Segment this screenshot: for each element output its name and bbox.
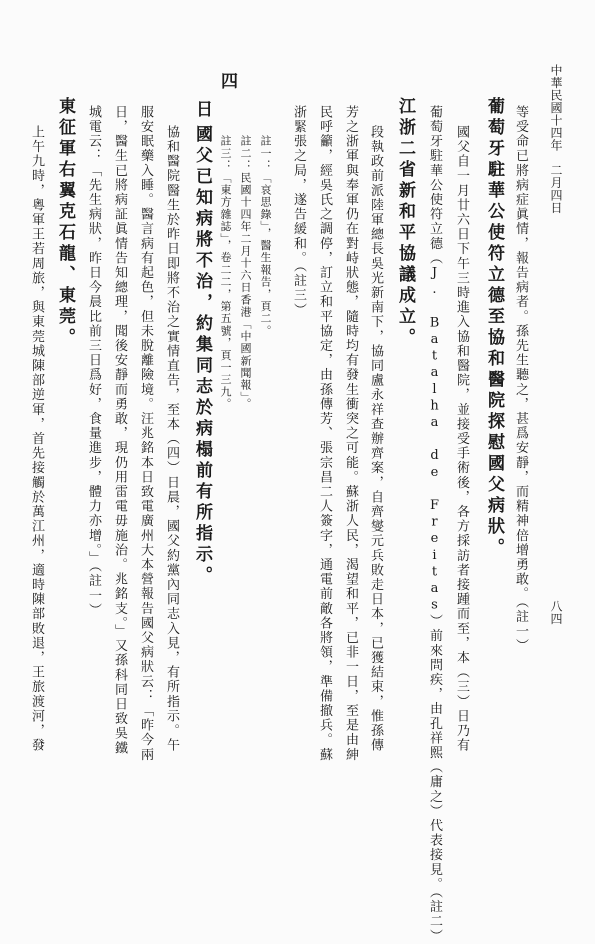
body-column: 芳之浙軍與奉軍仍在對峙狀態，隨時均有發生衝突之可能。蘇浙人民，渴望和平，已非一日，至是由紳 xyxy=(343,105,358,762)
body-column: 葡萄牙駐華公使符立德（J. Batalha de Freitas）前來問疾，由孔祥熙（庸之）代表接見。（註二） xyxy=(427,105,442,944)
section-heading: 東征軍右翼克石龍、東莞。 xyxy=(55,97,75,349)
page-header-title: 中華民國十四年 二月四日 xyxy=(549,64,563,214)
footnote: 註三：「東方雜誌」，卷二二，第五號，頁一三九。 xyxy=(219,135,232,411)
body-column: 等受命已將病症眞情，報告病者。孫先生聽之，甚爲安靜，而精神倍增勇敢。（註一） xyxy=(513,105,528,654)
body-column: 城電云：「先生病狀，昨日今晨比前三日爲好，食量進步，體力亦增。」（註一） xyxy=(86,105,101,618)
body-column: 浙緊張之局，遂告緩和。（註三） xyxy=(291,105,306,318)
body-column: 協和醫院醫生於昨日即將不治之實情直告，至本（四）日晨，國父約黨內同志入見，有所指示。午 xyxy=(164,125,179,753)
section-heading: 葡萄牙駐華公使符立德至協和醫院探慰國父病狀。 xyxy=(484,97,504,559)
section-heading: 江浙二省新和平協議成立。 xyxy=(395,97,415,349)
footnote: 註二：民國十四年二月十六日香港「中國新聞報」。 xyxy=(239,135,252,411)
body-column: 上午九時，粵軍王若周旅，與東莞城陳部逆軍，首先接觸於萬江州，適時陳部敗退，王旅渡河，發 xyxy=(29,125,44,753)
body-column: 日，醫生已將病証眞情告知總理，聞後安靜而勇敢，現仍用雷電毋施治。兆銘支。」又孫科同日致吳鐵 xyxy=(112,105,127,756)
date-month: 四 xyxy=(217,72,237,93)
footnote: 註一：「哀思錄」，醫生報告，頁二。 xyxy=(259,135,272,337)
body-column: 國父自一月廿六日下午三時進入協和醫院，並接受手術後，各方採訪者接踵而至，本（三）日乃有 xyxy=(454,125,469,753)
section-heading: 國父已知病將不治，約集同志於病榻前有所指示。 xyxy=(192,125,212,587)
body-column: 民呼籲，經吳氏之調停，訂立和平協定，由孫傳芳、張宗昌二人簽字，通電前敵各將領，準備撤兵。蘇 xyxy=(317,105,332,762)
body-column: 段執政前派陸軍總長吳光新南下，協同盧永祥查辦齊案，自齊燮元兵敗走日本，已獲結束，惟孫傳 xyxy=(368,125,383,753)
date-day: 日 xyxy=(192,100,212,121)
body-column: 服安眠藥入睡。醫言病有起色，但未脫離險境。汪兆銘本日致電廣州大本營報告國父病狀云：「昨今兩 xyxy=(138,105,153,762)
page-number: 八四 xyxy=(549,600,563,625)
